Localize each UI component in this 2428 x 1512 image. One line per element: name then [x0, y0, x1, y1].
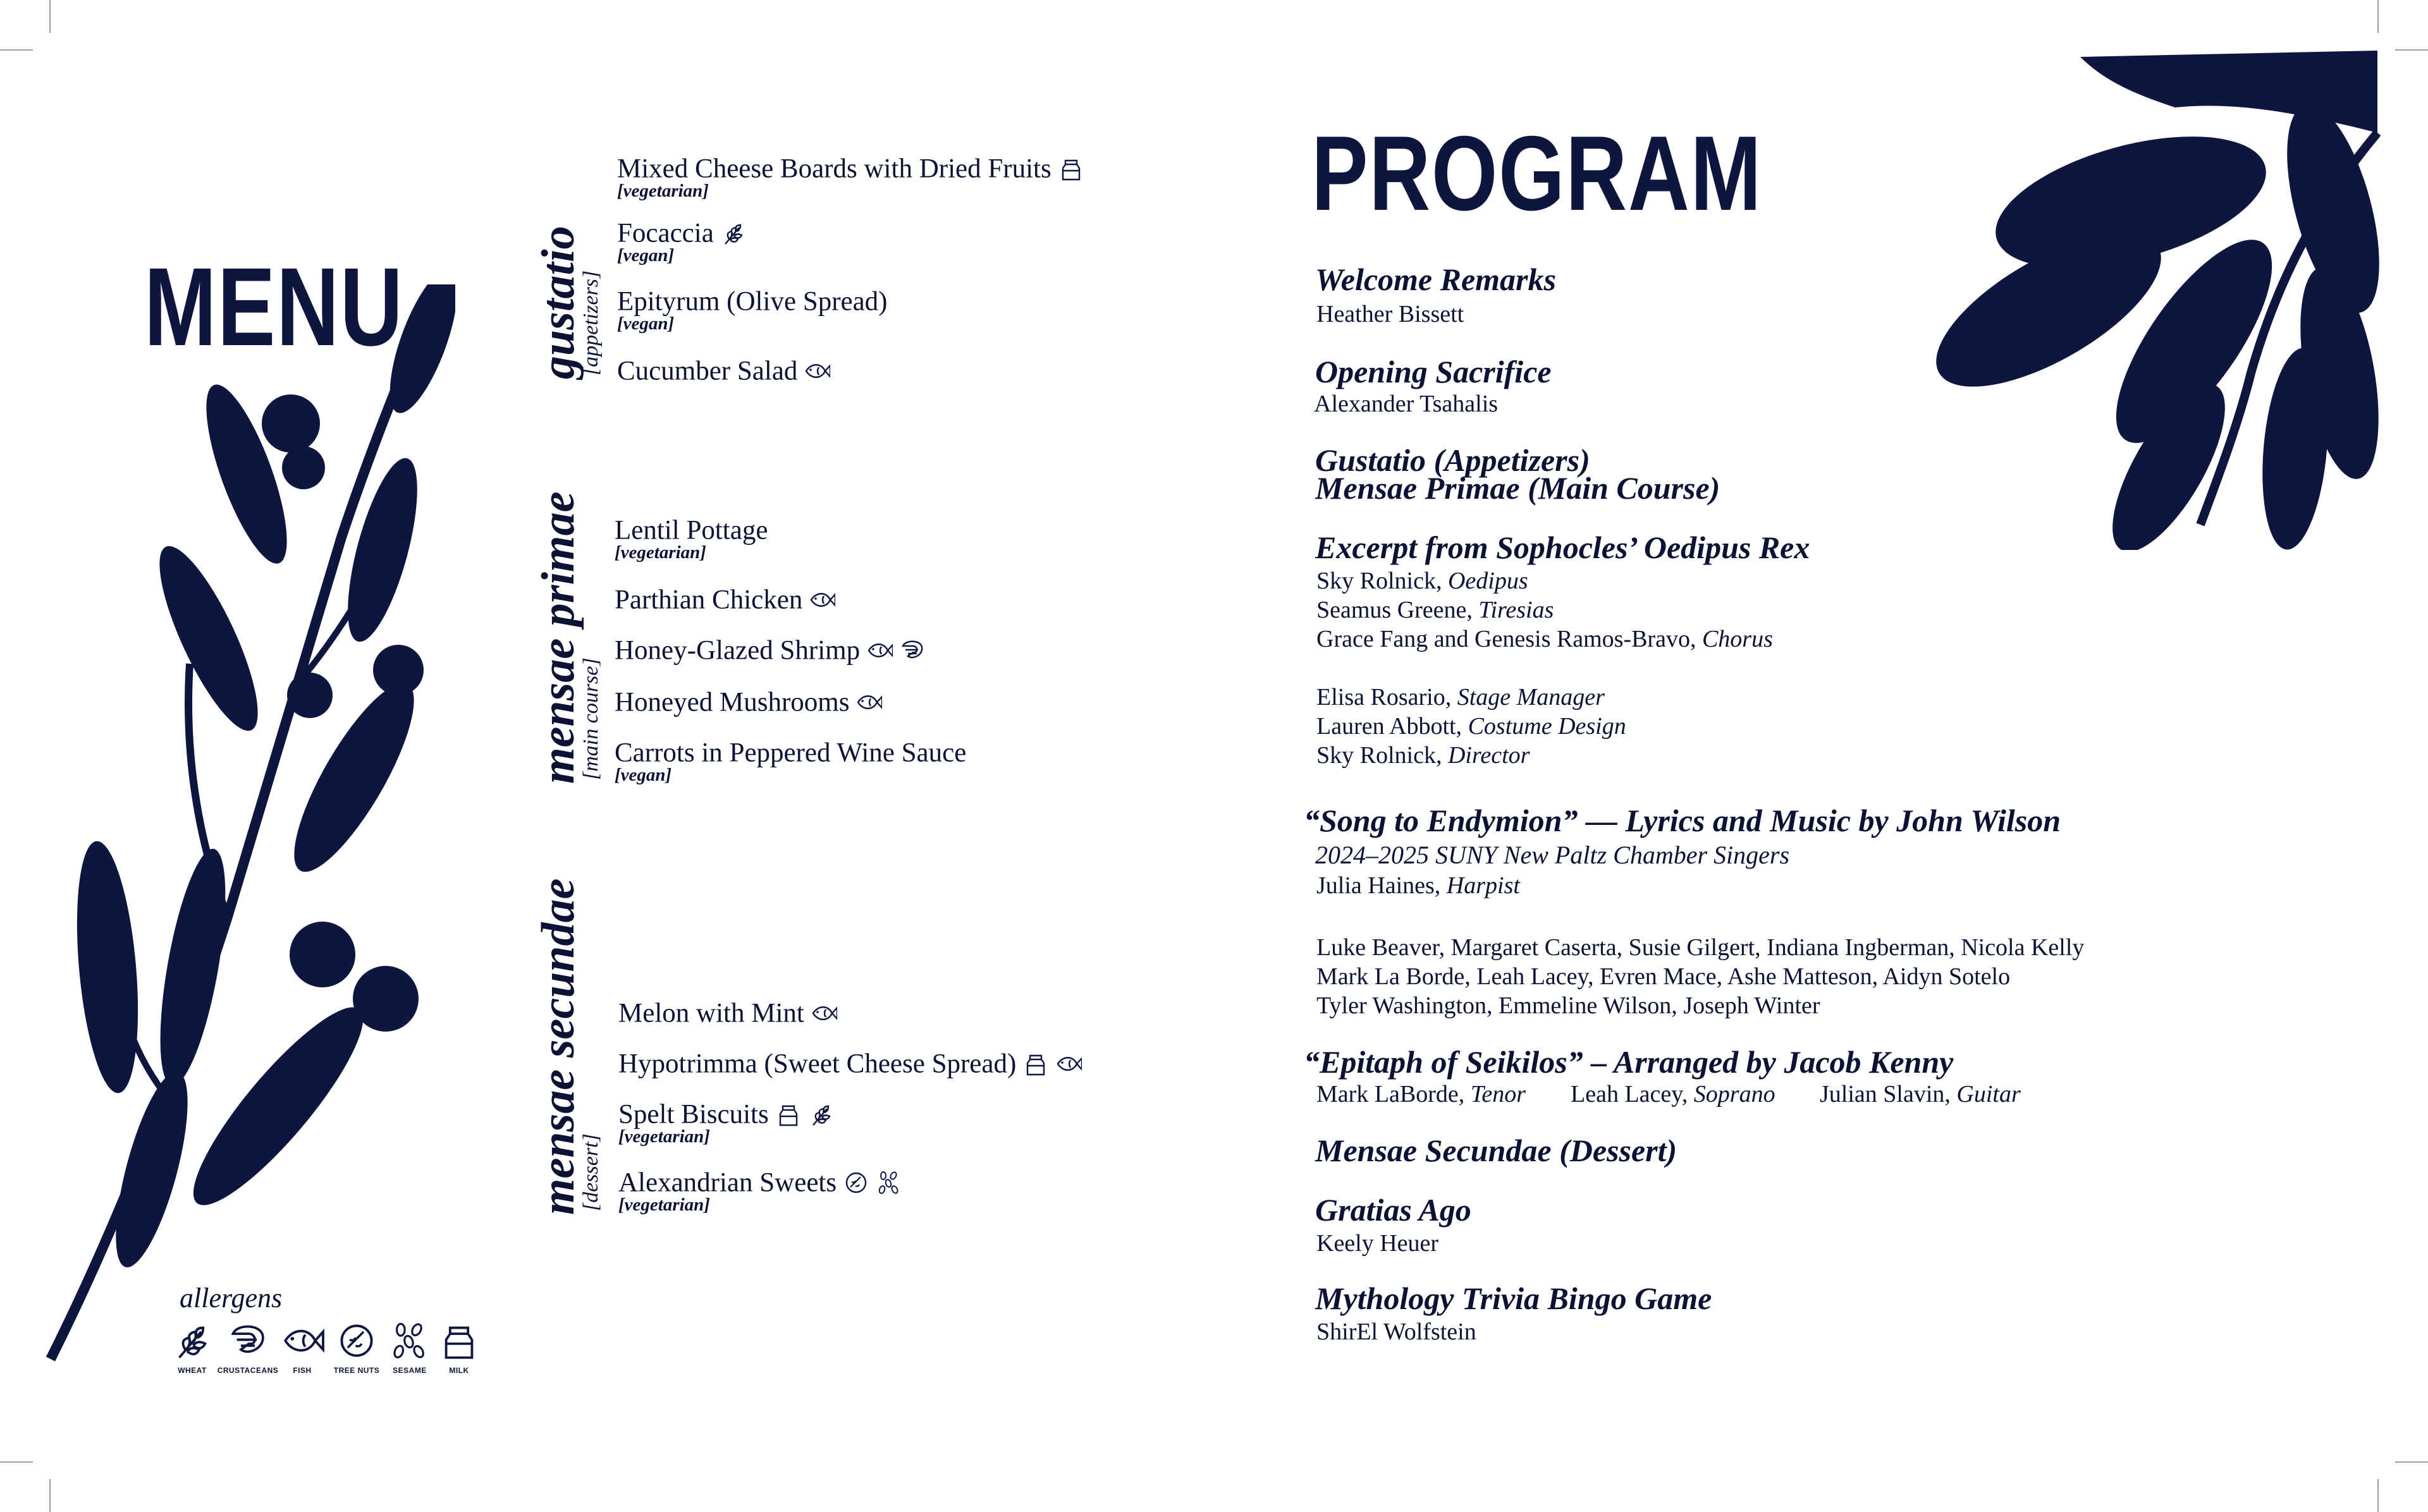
cast-line [1316, 566, 1528, 595]
legend-milk [427, 1320, 491, 1375]
dish-name: Focaccia [617, 218, 714, 248]
dish-item [618, 1047, 1082, 1079]
legend-crustaceans [216, 1320, 279, 1375]
program-person: Keely Heuer [1316, 1230, 1439, 1257]
program-heading: Gratias Ago [1315, 1192, 1471, 1228]
dish-tag: [vegan] [617, 313, 675, 334]
cast-name: Grace Fang and Genesis Ramos-Bravo, [1316, 626, 1696, 652]
tree-nut-icon [334, 1320, 379, 1362]
fish-icon [809, 587, 835, 613]
dish-tag: [vegetarian] [617, 180, 709, 201]
program-heading: Welcome Remarks [1315, 262, 1556, 297]
dish-item [617, 284, 888, 334]
cast-role: Oedipus [1447, 568, 1528, 594]
tree-nut-icon [843, 1169, 869, 1196]
performer-role: Soprano [1693, 1081, 1775, 1107]
dish-name: Honeyed Mushrooms [615, 687, 850, 717]
cast-name: Sky Rolnick, [1316, 568, 1442, 594]
crew-role: Stage Manager [1457, 684, 1605, 710]
program-heading: Mythology Trivia Bingo Game [1315, 1281, 1712, 1316]
dish-tag: [vegetarian] [615, 542, 706, 563]
crew-line [1316, 741, 1530, 770]
fish-icon [866, 637, 893, 664]
program-heading: Mensae Primae (Main Course) [1315, 470, 1720, 506]
cast-line [1316, 625, 1773, 654]
dish-tag: [vegetarian] [618, 1194, 710, 1215]
milk-icon [1058, 155, 1084, 182]
dish-name: Melon with Mint [618, 998, 804, 1028]
program-person: Alexander Tsahalis [1314, 391, 1499, 417]
crew-role: Director [1447, 742, 1530, 769]
dish-item [615, 736, 966, 786]
crop-mark [2395, 49, 2428, 51]
singers-line: Luke Beaver, Margaret Caserta, Susie Gilgert, Indiana Ingberman, Nicola Kelly [1316, 934, 2085, 961]
legend-label: SESAME [393, 1366, 427, 1375]
milk-icon [775, 1101, 802, 1128]
dish-tag: [vegan] [617, 245, 675, 265]
legend-label: FISH [293, 1366, 312, 1375]
legend-fish [271, 1320, 334, 1375]
menu-title: MENU [144, 245, 404, 369]
harpist-line [1316, 871, 1520, 900]
dish-tag: [vegan] [615, 764, 672, 785]
crop-mark [0, 49, 33, 51]
wheat-icon [720, 220, 747, 247]
fish-icon [804, 358, 830, 384]
program-heading: Mensae Secundae (Dessert) [1315, 1133, 1677, 1168]
dish-item [618, 1097, 835, 1147]
fish-icon [811, 1000, 837, 1027]
dish-name: Epityrum (Olive Spread) [617, 286, 888, 317]
section-heading-mensae-secundae [532, 878, 603, 1215]
legend-wheat [161, 1320, 224, 1375]
dish-tag: [vegetarian] [618, 1126, 710, 1147]
fish-icon [280, 1320, 324, 1362]
cast-line [1316, 595, 1554, 625]
cast-role: Tiresias [1478, 597, 1554, 623]
dish-item [617, 152, 1084, 202]
dish-item [618, 996, 837, 1028]
dish-name: Hypotrimma (Sweet Cheese Spread) [618, 1049, 1017, 1079]
wheat-icon [808, 1101, 835, 1128]
shrimp-icon [226, 1320, 270, 1362]
dish-item [618, 1166, 902, 1216]
crew-line [1316, 683, 1605, 712]
sesame-icon [388, 1320, 432, 1362]
dish-name: Honey-Glazed Shrimp [615, 635, 861, 666]
cast-role: Chorus [1701, 626, 1773, 652]
fish-icon [855, 689, 882, 716]
ensemble-name: 2024–2025 SUNY New Paltz Chamber Singers [1315, 841, 1790, 869]
crop-mark [0, 1461, 33, 1463]
crop-mark [2395, 1461, 2428, 1463]
shrimp-icon [899, 637, 926, 664]
program-person: ShirEl Wolfstein [1316, 1319, 1476, 1345]
program-heading: Gustatio (Appetizers) [1315, 442, 1590, 478]
cast-name: Seamus Greene, [1316, 597, 1473, 623]
performer [1571, 1080, 1775, 1109]
dish-name: Mixed Cheese Boards with Dried Fruits [617, 154, 1052, 184]
singers-line: Tyler Washington, Emmeline Wilson, Joseph Winter [1316, 992, 1820, 1019]
performer-role: Guitar [1956, 1081, 2021, 1107]
fish-icon [1055, 1051, 1082, 1077]
section-subtitle: [main course] [579, 657, 603, 780]
wheat-icon [170, 1320, 214, 1362]
section-heading-mensae-primae [532, 491, 603, 784]
dish-name: Spelt Biscuits [618, 1099, 769, 1130]
milk-icon [437, 1320, 481, 1362]
allergens-label: allergens [180, 1283, 283, 1314]
program-heading: “Epitaph of Seikilos” – Arranged by Jacob Kenny [1304, 1044, 1954, 1080]
harpist-role: Harpist [1446, 872, 1520, 899]
program-heading: Opening Sacrifice [1315, 354, 1552, 389]
dish-item [617, 354, 830, 386]
dish-item [615, 513, 768, 563]
leaf-illustration [1922, 44, 2384, 550]
sesame-icon [876, 1169, 902, 1196]
dish-name: Parthian Chicken [615, 585, 803, 615]
harpist-name: Julia Haines, [1316, 872, 1441, 899]
section-heading-gustatio [532, 226, 603, 379]
crop-mark [49, 0, 51, 33]
crop-mark [2377, 0, 2379, 33]
crop-mark [49, 1479, 51, 1512]
olive-branch-illustration [38, 284, 455, 1372]
dish-item [615, 583, 835, 615]
crew-name: Sky Rolnick, [1316, 742, 1442, 769]
dish-name: Carrots in Peppered Wine Sauce [615, 738, 967, 768]
performer [1316, 1080, 1526, 1109]
performer-role: Tenor [1470, 1081, 1526, 1107]
dish-item [615, 685, 882, 717]
section-subtitle: [dessert] [579, 1133, 603, 1211]
crew-name: Lauren Abbott, [1316, 713, 1462, 740]
milk-icon [1022, 1051, 1049, 1077]
legend-label: MILK [449, 1366, 469, 1375]
crew-name: Elisa Rosario, [1316, 684, 1452, 710]
dish-name: Lentil Pottage [615, 515, 768, 546]
program-title: PROGRAM [1311, 114, 1763, 233]
performer-name: Julian Slavin, [1820, 1081, 1951, 1107]
crew-line [1316, 712, 1626, 741]
crew-role: Costume Design [1468, 713, 1626, 740]
crop-mark [2377, 1479, 2379, 1512]
singers-line: Mark La Borde, Leah Lacey, Evren Mace, Ashe Matteson, Aidyn Sotelo [1316, 963, 2011, 990]
section-name: mensae primae [532, 491, 584, 784]
legend-label: WHEAT [178, 1366, 207, 1375]
program-heading: “Song to Endymion” — Lyrics and Music by John Wilson [1304, 803, 2061, 838]
dish-name: Cucumber Salad [617, 356, 798, 386]
performer [1820, 1080, 2021, 1109]
program-heading: Excerpt from Sophocles’ Oedipus Rex [1315, 530, 1810, 565]
program-person: Heather Bissett [1316, 301, 1464, 327]
dish-item [617, 216, 747, 266]
legend-label: TREE NUTS [333, 1366, 380, 1375]
performer-name: Leah Lacey, [1571, 1081, 1688, 1107]
dish-name: Alexandrian Sweets [618, 1168, 837, 1198]
section-name: gustatio [532, 226, 584, 379]
dish-item [615, 633, 926, 666]
performer-name: Mark LaBorde, [1316, 1081, 1465, 1107]
legend-label: CRUSTACEANS [217, 1366, 279, 1375]
section-subtitle: [appetizers] [579, 270, 603, 375]
section-name: mensae secundae [532, 878, 584, 1215]
